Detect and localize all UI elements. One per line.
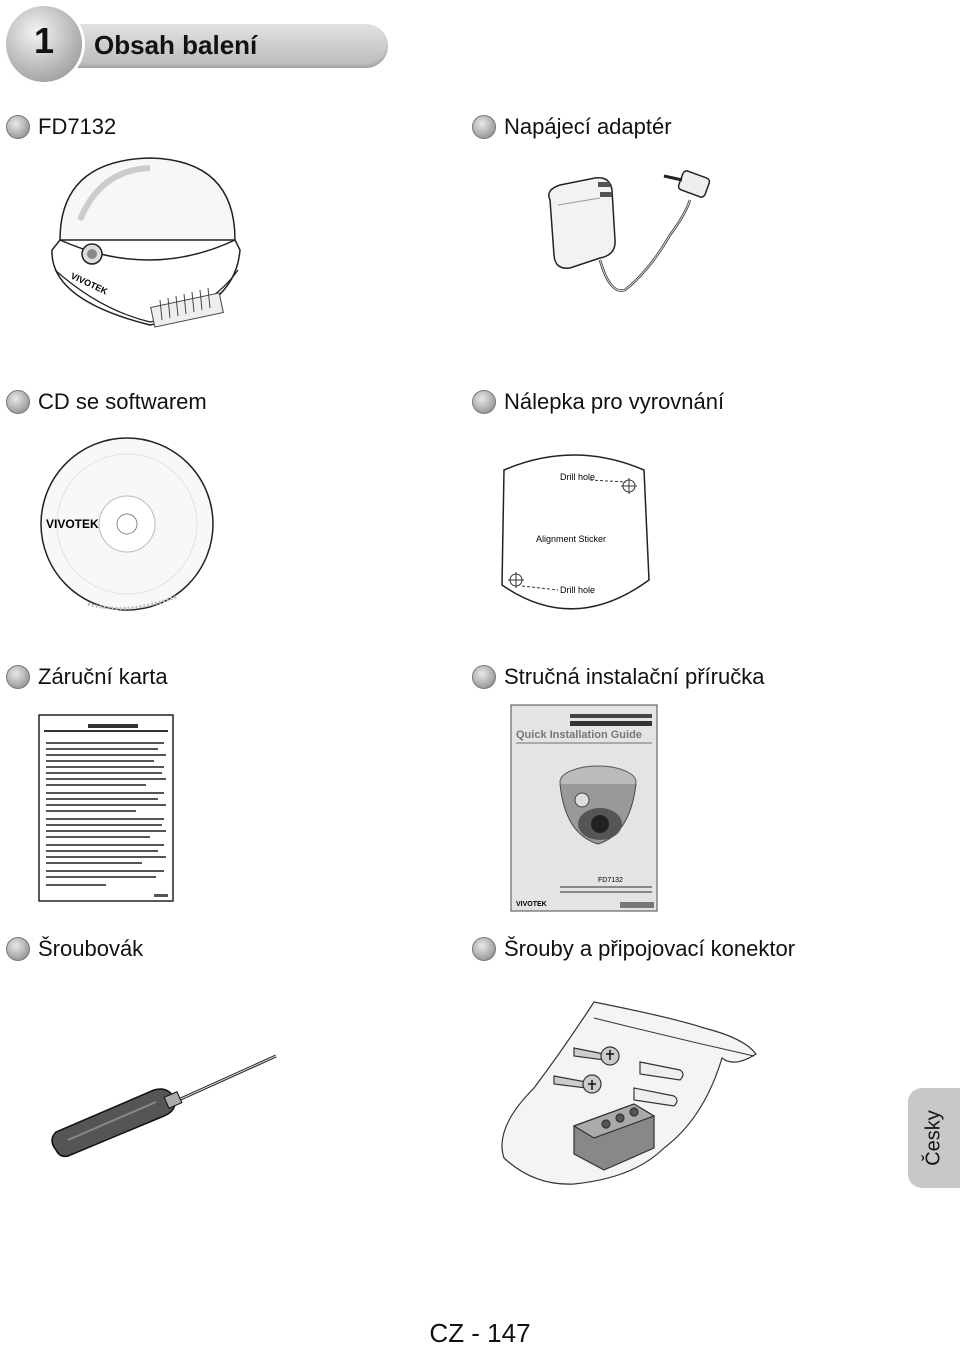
sticker-title: Alignment Sticker: [536, 534, 607, 544]
screwdriver-icon: [44, 1050, 284, 1165]
guide-brand: VIVOTEK: [516, 901, 547, 908]
item-label-camera: [6, 114, 116, 140]
dome-camera-icon: [40, 150, 250, 340]
item-text: Nálepka pro vyrovnání: [504, 389, 725, 414]
item-text: Šrouby a připojovací konektor: [504, 936, 796, 961]
item-text: FD7132: [38, 114, 117, 139]
language-tab: [908, 1088, 960, 1188]
item-text: CD se softwarem: [38, 389, 207, 414]
bullet-icon: [472, 115, 496, 139]
bullet-icon: [6, 937, 30, 961]
item-label-screws: [472, 936, 795, 962]
item-text: Napájecí adaptér: [504, 114, 672, 139]
page-number: CZ - 147: [429, 1318, 531, 1348]
guide-title: Quick Installation Guide: [516, 729, 642, 741]
quick-guide-icon: [510, 704, 660, 914]
bullet-icon: [472, 390, 496, 414]
bullet-icon: [6, 115, 30, 139]
item-label-screwdriver: [6, 936, 143, 962]
item-label-adapter: [472, 114, 672, 140]
item-text: Záruční karta: [38, 664, 168, 689]
guide-model: FD7132: [598, 877, 623, 884]
page-title: Obsah balení: [94, 30, 258, 60]
bullet-icon: [472, 665, 496, 689]
alignment-sticker-icon: [494, 450, 654, 622]
power-adapter-icon: [540, 160, 720, 300]
item-text: Stručná instalační příručka: [504, 664, 765, 689]
screws-connector-icon: [494, 998, 760, 1188]
language-tab-label: Česky: [922, 1110, 945, 1166]
section-number: 1: [33, 20, 55, 61]
item-label-cd: [6, 389, 207, 415]
cd-brand-text: VIVOTEK: [46, 517, 99, 531]
item-label-warranty: [6, 664, 168, 690]
drill-hole-top-label: Drill hole: [560, 472, 596, 482]
warranty-card-icon: [38, 714, 174, 904]
item-label-guide: [472, 664, 764, 690]
drill-hole-bottom-label: Drill hole: [560, 585, 596, 595]
svg-text:VIVOTEK: VIVOTEK: [69, 270, 110, 297]
bullet-icon: [472, 937, 496, 961]
item-text: Šroubovák: [38, 936, 144, 961]
bullet-icon: [6, 665, 30, 689]
section-number-badge: [6, 6, 82, 82]
bullet-icon: [6, 390, 30, 414]
software-cd-icon: [38, 436, 218, 612]
item-label-sticker: [472, 389, 724, 415]
